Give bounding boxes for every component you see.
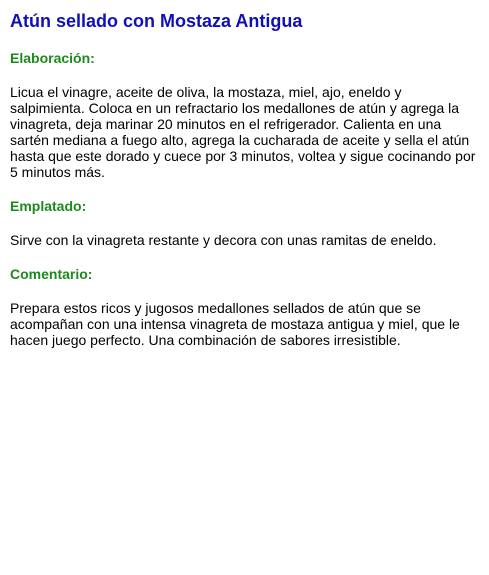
section-heading-emplatado: Emplatado: bbox=[10, 198, 87, 214]
section-heading-elaboracion: Elaboración: bbox=[10, 50, 95, 66]
section-text-emplatado: Sirve con la vinagreta restante y decora con unas ramitas de eneldo. bbox=[10, 232, 437, 248]
section-heading-comentario: Comentario: bbox=[10, 266, 93, 282]
recipe-title: Atún sellado con Mostaza Antigua bbox=[10, 11, 303, 31]
section-text-comentario: Prepara estos ricos y jugosos medallones sellados de atún que se acompañan con una intensa vinagreta de mostaza antigua y miel, que le hacen juego perfecto. Una combinación de sabores irresistible. bbox=[10, 300, 460, 348]
section-text-elaboracion: Licua el vinagre, aceite de oliva, la mostaza, miel, ajo, eneldo y salpimienta. Coloca en un refractario los medallones de atún y agrega la vinagreta, deja marinar 20 minutos en el refrigerador. Calienta en una sartén mediana a fuego alto, agrega la cucharada de aceite y sella el atún hasta que este dorado y cuece por 3 minutos, voltea y sigue cocinando por 5 minutos más. bbox=[10, 84, 476, 180]
